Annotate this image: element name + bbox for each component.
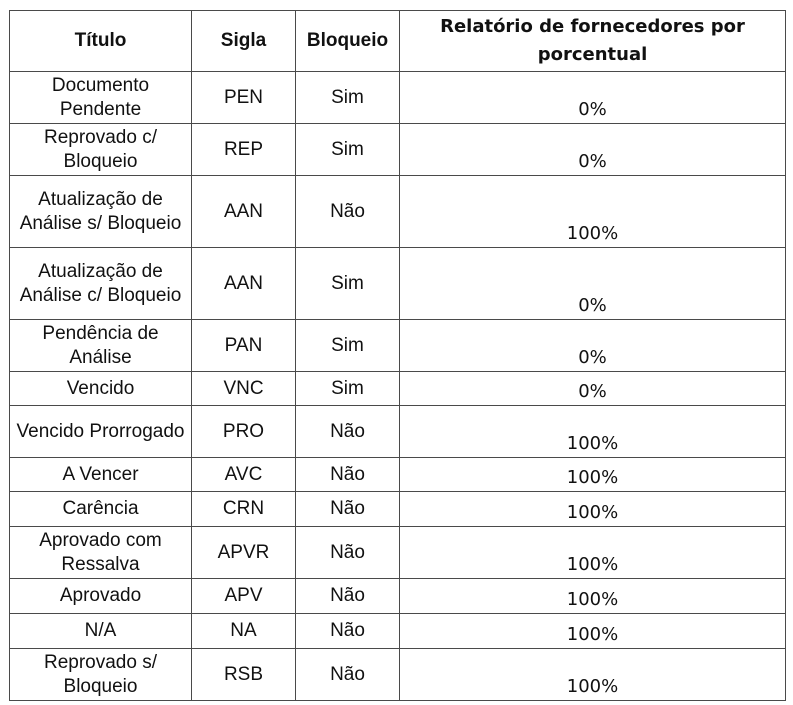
- table-row: [10, 176, 786, 248]
- cell-percentual: 0%: [400, 248, 786, 320]
- cell-bloqueio: Sim: [296, 72, 400, 124]
- status-table: [9, 10, 786, 701]
- cell-sigla: AAN: [192, 176, 296, 248]
- cell-bloqueio: Não: [296, 176, 400, 248]
- cell-titulo: Documento Pendente: [10, 72, 192, 124]
- cell-sigla: NA: [192, 614, 296, 649]
- header-bloqueio: Bloqueio: [296, 11, 400, 72]
- cell-sigla: AAN: [192, 248, 296, 320]
- cell-bloqueio: Sim: [296, 248, 400, 320]
- table-row: [10, 372, 786, 406]
- cell-bloqueio: Não: [296, 458, 400, 492]
- cell-sigla: VNC: [192, 372, 296, 406]
- cell-sigla: APVR: [192, 527, 296, 579]
- table-row: [10, 248, 786, 320]
- cell-sigla: AVC: [192, 458, 296, 492]
- table-row: [10, 124, 786, 176]
- cell-percentual: 100%: [400, 527, 786, 579]
- cell-bloqueio: Sim: [296, 372, 400, 406]
- table-row: [10, 320, 786, 372]
- header-titulo: Título: [10, 11, 192, 72]
- table-row: [10, 614, 786, 649]
- cell-percentual: 0%: [400, 72, 786, 124]
- cell-titulo: N/A: [10, 614, 192, 649]
- cell-titulo: Carência: [10, 492, 192, 527]
- cell-bloqueio: Não: [296, 614, 400, 649]
- cell-titulo: Pendência de Análise: [10, 320, 192, 372]
- header-row: [10, 11, 786, 72]
- cell-titulo: Atualização de Análise c/ Bloqueio: [10, 248, 192, 320]
- cell-bloqueio: Não: [296, 649, 400, 701]
- cell-titulo: A Vencer: [10, 458, 192, 492]
- cell-bloqueio: Sim: [296, 320, 400, 372]
- cell-sigla: PAN: [192, 320, 296, 372]
- cell-titulo: Vencido Prorrogado: [10, 406, 192, 458]
- cell-percentual: 0%: [400, 372, 786, 406]
- cell-sigla: RSB: [192, 649, 296, 701]
- cell-bloqueio: Sim: [296, 124, 400, 176]
- cell-sigla: PRO: [192, 406, 296, 458]
- cell-titulo: Vencido: [10, 372, 192, 406]
- cell-sigla: CRN: [192, 492, 296, 527]
- cell-bloqueio: Não: [296, 579, 400, 614]
- table-row: [10, 579, 786, 614]
- table-row: [10, 458, 786, 492]
- table-row: [10, 406, 786, 458]
- cell-titulo: Aprovado com Ressalva: [10, 527, 192, 579]
- table-row: [10, 492, 786, 527]
- header-relatorio: Relatório de fornecedores por porcentual: [400, 11, 786, 72]
- header-sigla: Sigla: [192, 11, 296, 72]
- cell-percentual: 100%: [400, 492, 786, 527]
- cell-bloqueio: Não: [296, 492, 400, 527]
- cell-percentual: 100%: [400, 614, 786, 649]
- cell-sigla: APV: [192, 579, 296, 614]
- table-row: [10, 72, 786, 124]
- cell-percentual: 100%: [400, 176, 786, 248]
- cell-bloqueio: Não: [296, 527, 400, 579]
- cell-titulo: Reprovado c/ Bloqueio: [10, 124, 192, 176]
- table-container: [9, 10, 786, 701]
- cell-titulo: Reprovado s/ Bloqueio: [10, 649, 192, 701]
- cell-percentual: 100%: [400, 649, 786, 701]
- cell-percentual: 100%: [400, 458, 786, 492]
- table-row: [10, 527, 786, 579]
- cell-sigla: PEN: [192, 72, 296, 124]
- cell-percentual: 0%: [400, 124, 786, 176]
- table-row: [10, 649, 786, 701]
- cell-bloqueio: Não: [296, 406, 400, 458]
- cell-titulo: Atualização de Análise s/ Bloqueio: [10, 176, 192, 248]
- cell-sigla: REP: [192, 124, 296, 176]
- cell-percentual: 100%: [400, 406, 786, 458]
- cell-titulo: Aprovado: [10, 579, 192, 614]
- cell-percentual: 0%: [400, 320, 786, 372]
- cell-percentual: 100%: [400, 579, 786, 614]
